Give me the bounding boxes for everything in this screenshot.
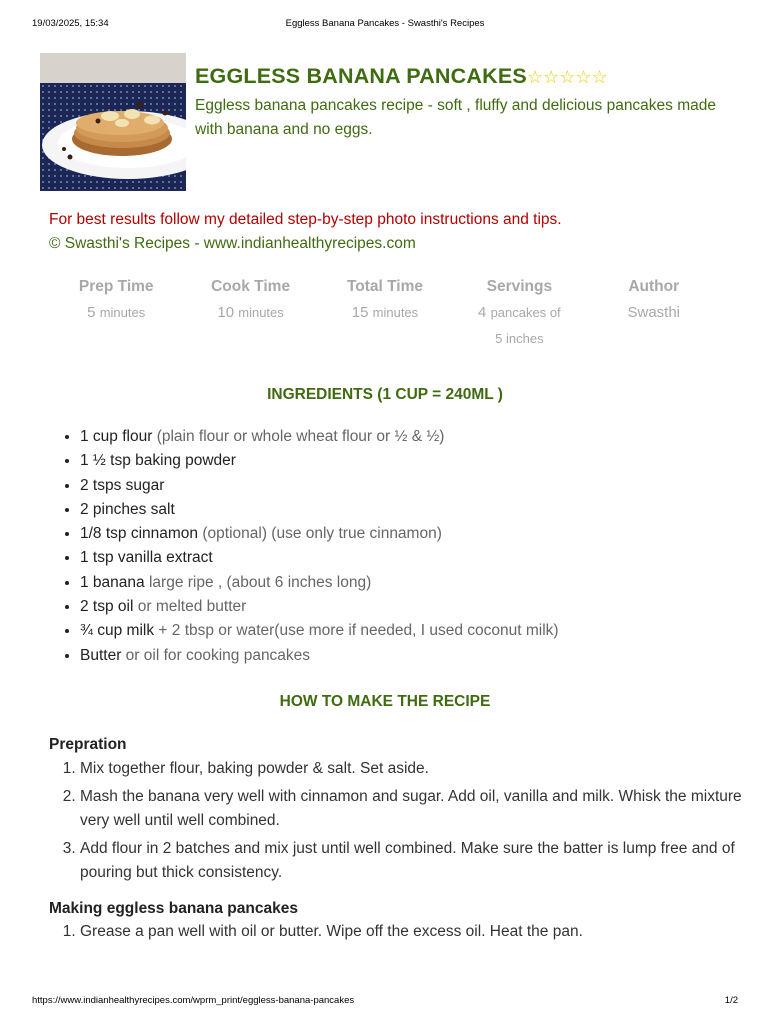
ingredient-note: + 2 tbsp or water(use more if needed, I used coconut milk) [158, 622, 559, 640]
ingredient-note: (optional) (use only true cinnamon) [202, 525, 442, 543]
ingredient-main: 2 pinches salt [80, 500, 175, 518]
ingredient-note: large ripe , (about 6 inches long) [148, 573, 372, 591]
recipe-title-text: EGGLESS BANANA PANCAKES [195, 64, 527, 88]
ingredient-item [80, 546, 768, 570]
meta-number: 5 [87, 304, 96, 321]
print-url: https://www.indianhealthyrecipes.com/wprm_print/eggless-banana-pancakes [32, 995, 355, 1006]
ingredient-main: 1 ½ tsp baking powder [80, 452, 236, 470]
meta-label: Author [628, 278, 680, 295]
ingredient-main: 1/8 tsp cinnamon [80, 525, 199, 543]
ingredients-list [49, 425, 768, 668]
meta-label: Servings [486, 278, 553, 295]
meta-unit: minutes [372, 305, 419, 320]
meta-prep-time [49, 276, 183, 352]
instruction-step: 1. Mix together flour, baking powder & salt. Set aside. [80, 757, 760, 781]
meta-unit-size: 5 inches [495, 331, 544, 346]
recipe-notice [49, 208, 739, 256]
ingredient-item [80, 595, 768, 619]
ingredient-note: or oil for cooking pancakes [125, 646, 311, 664]
instruction-steps [49, 757, 760, 889]
ingredient-item [80, 425, 768, 449]
meta-number: 4 [478, 304, 487, 321]
ingredient-note: or melted butter [137, 598, 247, 616]
print-datetime: 19/03/2025, 15:34 [32, 18, 109, 29]
meta-unit: minutes [238, 305, 284, 320]
meta-author [587, 276, 721, 352]
ingredient-item [80, 522, 768, 546]
meta-value [183, 300, 317, 326]
ingredients-heading: INGREDIENTS (1 CUP = 240ML ) [267, 386, 503, 403]
meta-servings [452, 276, 586, 352]
ingredient-item [80, 449, 768, 473]
ingredient-main: 1 tsp vanilla extract [80, 549, 213, 567]
ingredient-item [80, 474, 768, 498]
ingredient-item [80, 619, 768, 643]
meta-label: Prep Time [78, 278, 154, 295]
ingredient-note: (plain flour or whole wheat flour or ½ & ½) [156, 428, 445, 445]
ingredient-main: Butter [80, 646, 122, 664]
ingredient-item [80, 498, 768, 522]
ingredient-item [80, 571, 768, 595]
meta-label: Total Time [346, 278, 424, 295]
instruction-group-title: Prepration [49, 736, 127, 753]
ingredient-item [80, 644, 768, 668]
meta-total-time [318, 276, 452, 352]
meta-author-name: Swasthi [627, 304, 681, 321]
notice-copyright: © Swasthi's Recipes - www.indianhealthyrecipes.com [49, 235, 416, 252]
instruction-step: 3. Add flour in 2 batches and mix just until well combined. Make sure the batter is lump free and of pouring but thick consistency. [80, 837, 760, 885]
instructions-heading: HOW TO MAKE THE RECIPE [279, 693, 491, 710]
meta-unit: pancakes of [490, 305, 561, 320]
ingredient-main: 2 tsp oil [80, 598, 134, 616]
meta-label: Cook Time [211, 278, 291, 295]
meta-number: 10 [217, 304, 235, 321]
print-page-number: 1/2 [724, 995, 738, 1006]
meta-cook-time [183, 276, 317, 352]
pancake-photo-illustration [40, 53, 186, 191]
ingredient-main: 1 banana [80, 573, 145, 591]
recipe-meta [49, 276, 721, 352]
meta-value [49, 300, 183, 326]
instruction-steps [49, 920, 760, 948]
recipe-header-text [195, 63, 735, 142]
meta-number: 15 [351, 304, 369, 321]
instruction-group-title: Making eggless banana pancakes [49, 900, 298, 917]
recipe-photo [40, 53, 186, 191]
recipe-title [195, 63, 735, 90]
print-doc-title: Eggless Banana Pancakes - Swasthi's Recipes [285, 18, 485, 29]
meta-unit: minutes [99, 305, 146, 320]
rating-stars-icon: ☆☆☆☆☆ [526, 67, 608, 87]
recipe-summary: Eggless banana pancakes recipe - soft , fluffy and delicious pancakes made with banana and no eggs. [195, 97, 717, 138]
ingredient-main: 1 cup flour [80, 428, 153, 445]
instruction-step: 1. Grease a pan well with oil or butter. Wipe off the excess oil. Heat the pan. [80, 920, 760, 944]
notice-tip: For best results follow my detailed step-by-step photo instructions and tips. [49, 211, 562, 228]
meta-value [318, 300, 452, 326]
instruction-step: 2. Mash the banana very well with cinnamon and sugar. Add oil, vanilla and milk. Whisk the mixture very well until well combined. [80, 785, 760, 833]
meta-value [452, 300, 586, 352]
recipe-hero [40, 53, 730, 193]
ingredient-main: 2 tsps sugar [80, 476, 165, 494]
ingredient-main: ¾ cup milk [80, 622, 155, 640]
